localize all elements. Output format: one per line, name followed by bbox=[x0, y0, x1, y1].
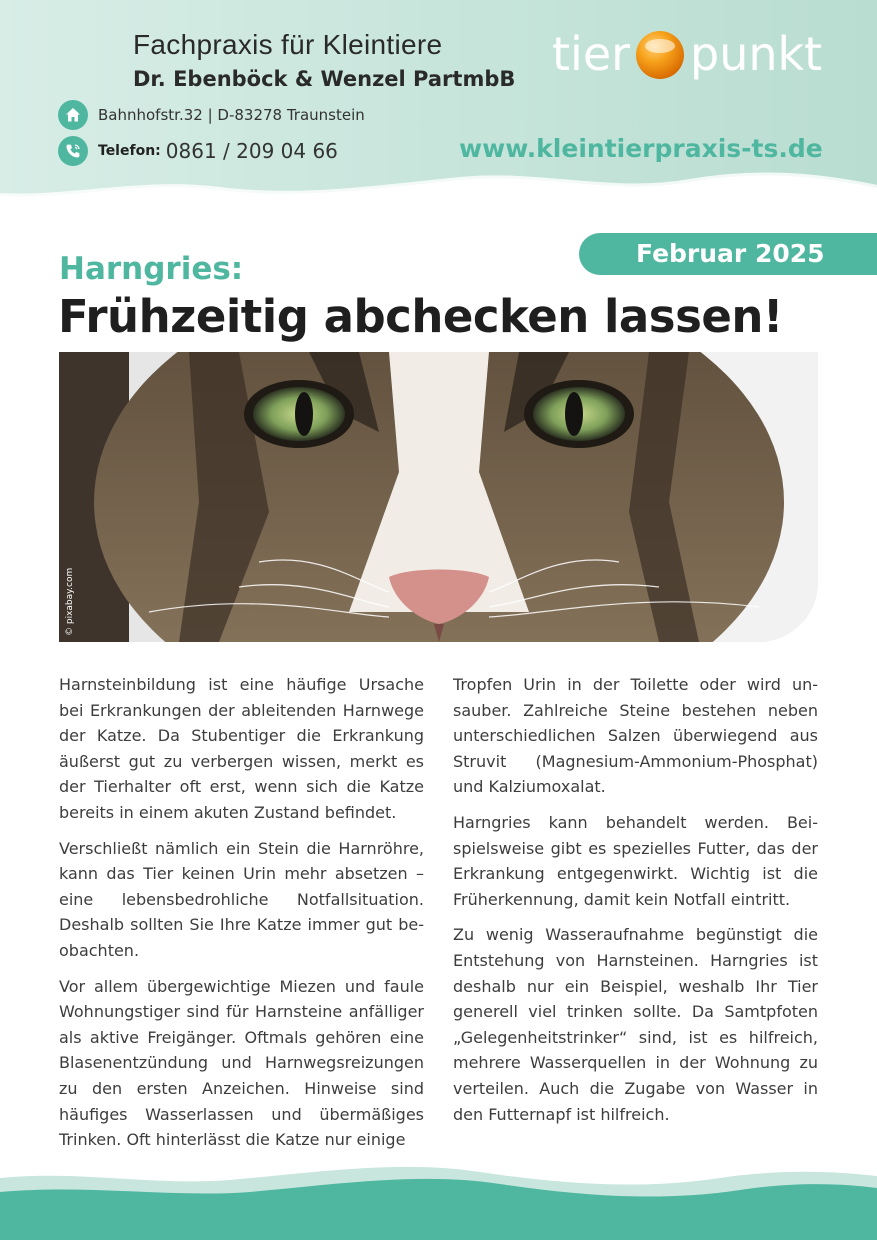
practice-owners: Dr. Ebenböck & Wenzel PartmbB bbox=[133, 67, 516, 91]
paragraph: Vor allem übergewichtige Miezen und faule Wohnungstiger sind für Harnsteine anfälliger als aktive Freigänger. Oftmals gehören eine Blasenentzündung und Harnwegsreizungen zu den ersten Anzeichen. Hinweise sind häufiges Wasserlassen und übermäßiges Trinken. Oft hinterlässt die Katze nur einige bbox=[59, 976, 424, 1150]
paragraph: Tropfen Urin in der Toilette oder wird unsauber. Zahlreiche Steine bestehen neben unterschiedlichen Salzen überwiegend aus Struvit (Magnesium-Ammonium-Phosphat) und Kalziumoxalat. bbox=[453, 675, 818, 797]
phone-row bbox=[58, 136, 338, 166]
paragraph: Harnsteinbildung ist eine häufige Ursache bei Erkrankungen der ableitenden Harnwege der Katze. Da Stubentiger die Erkrankung äußerst gut zu verbergen wissen, merkt es der Tierhalter oft erst, wenn sich die Katze bereits in einem akuten Zustand befindet. bbox=[59, 675, 424, 822]
footer-wave bbox=[0, 1150, 877, 1240]
website-link[interactable]: www.kleintierpraxis-ts.de bbox=[459, 134, 823, 163]
article-column-left bbox=[59, 672, 424, 1163]
issue-date: Februar 2025 bbox=[636, 239, 825, 268]
article-headline: Frühzeitig abchecken lassen! bbox=[58, 290, 783, 343]
logo-text-left: tier bbox=[552, 27, 631, 81]
paragraph: Harngries kann behandelt werden. Beispielsweise gibt es spezielles Futter, das der Erkrankung entgegenwirkt. Wichtig ist die Früherkennung, damit kein Notfall eintritt. bbox=[453, 812, 818, 909]
practice-name: Fachpraxis für Kleintiere bbox=[133, 29, 443, 60]
image-credit: © pixabay.com bbox=[65, 567, 75, 636]
cat-face-photo bbox=[59, 352, 818, 642]
tierpunkt-logo bbox=[552, 26, 822, 82]
orange-ball-icon bbox=[634, 29, 686, 81]
phone-label: Telefon: bbox=[98, 143, 161, 159]
logo-text-right: punkt bbox=[690, 27, 823, 81]
paragraph: Verschließt nämlich ein Stein die Harnröhre, kann das Tier keinen Urin mehr absetzen – eine lebensbedrohliche Notfallsituation. Deshalb sollten Sie Ihre Katze immer gut beobachten. bbox=[59, 838, 424, 960]
article-column-right bbox=[453, 672, 818, 1137]
article-kicker: Harngries: bbox=[59, 251, 244, 287]
phone-icon bbox=[58, 136, 88, 166]
paragraph: Zu wenig Wasseraufnahme begünstigt die Entstehung von Harnsteinen. Harngries ist deshalb nur ein Beispiel, weshalb Ihr Tier generell viel trinken sollte. Da Samtpfoten „Gelegenheitstrinker“ sind, ist es hilfreich, mehrere Wasserquellen in der Wohnung zu verteilen. Auch die Zugabe von Wasser in den Futternapf ist hilfreich. bbox=[453, 925, 818, 1124]
address-row bbox=[58, 100, 365, 130]
home-icon bbox=[58, 100, 88, 130]
phone-number[interactable]: 0861 / 209 04 66 bbox=[165, 139, 338, 163]
address-text: Bahnhofstr.32 | D-83278 Traunstein bbox=[98, 106, 365, 124]
